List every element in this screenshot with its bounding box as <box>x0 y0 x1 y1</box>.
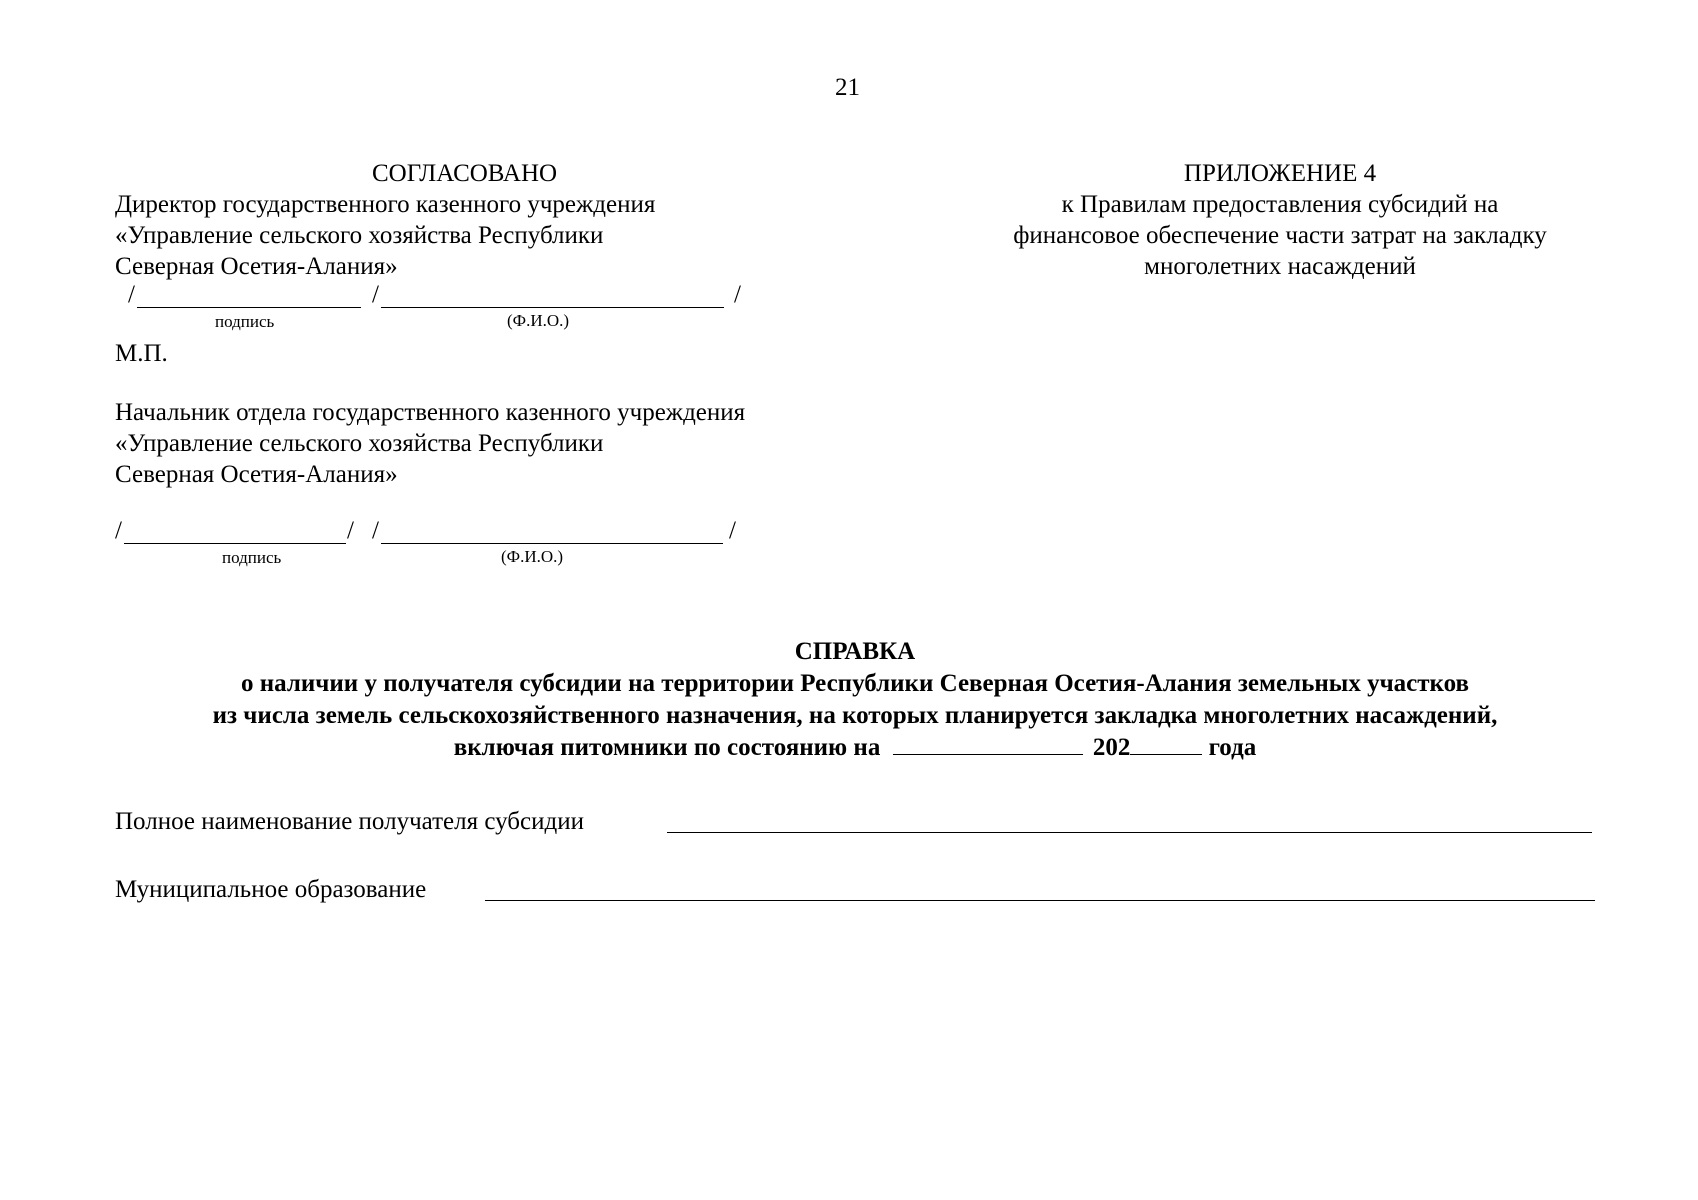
head-line-1: Начальник отдела государственного казенного учреждения <box>115 399 746 426</box>
certificate-block <box>0 636 1698 764</box>
name-caption: (Ф.И.О.) <box>501 547 564 566</box>
municipality-field[interactable] <box>485 900 1595 901</box>
appendix-line-3: многолетних насаждений <box>1144 253 1416 280</box>
slash: / <box>372 517 379 544</box>
certificate-line-3-prefix: включая питомники по состоянию на <box>453 734 881 761</box>
appendix-heading: ПРИЛОЖЕНИЕ 4 <box>1183 160 1377 187</box>
head-signature-line[interactable] <box>124 543 346 544</box>
recipient-label: Полное наименование получателя субсидии <box>115 808 584 835</box>
appendix-line-1: к Правилам предоставления субсидий на <box>1061 191 1499 218</box>
certificate-line-3 <box>0 732 1698 764</box>
certificate-title: СПРАВКА <box>794 638 916 665</box>
appendix-line-2: финансовое обеспечение части затрат на закладку <box>1013 222 1547 249</box>
certificate-line-1: о наличии у получателя субсидии на территории Республики Северная Осетия-Алания земельных участков <box>240 670 1469 697</box>
director-name-line[interactable] <box>381 307 724 308</box>
slash: / <box>372 281 379 308</box>
year-prefix: 202 <box>1092 734 1131 761</box>
signature-caption: подпись <box>215 312 275 331</box>
certificate-line-3-suffix: года <box>1208 734 1257 761</box>
appendix-block <box>940 158 1620 282</box>
head-name-line[interactable] <box>381 543 723 544</box>
slash: / <box>128 281 135 308</box>
slash: / <box>729 517 736 544</box>
date-blank[interactable] <box>893 732 1083 755</box>
slash: / <box>734 281 741 308</box>
municipality-label: Муниципальное образование <box>115 876 427 903</box>
stamp-label: М.П. <box>115 340 168 367</box>
page-number: 21 <box>835 74 860 101</box>
slash: / <box>115 517 122 544</box>
certificate-line-2: из числа земель сельскохозяйственного назначения, на которых планируется закладка многолетних насаждений, <box>212 702 1498 729</box>
recipient-field[interactable] <box>667 832 1592 833</box>
director-signature-line[interactable] <box>137 307 361 308</box>
head-line-2: «Управление сельского хозяйства Республики <box>115 430 604 457</box>
head-line-3: Северная Осетия-Алания» <box>115 461 398 488</box>
signature-caption: подпись <box>222 548 282 567</box>
director-line-2: «Управление сельского хозяйства Республики <box>115 222 604 249</box>
year-blank[interactable] <box>1130 732 1202 755</box>
approval-heading: СОГЛАСОВАНО <box>372 160 558 187</box>
director-line-1: Директор государственного казенного учреждения <box>115 191 656 218</box>
name-caption: (Ф.И.О.) <box>507 311 570 330</box>
director-line-3: Северная Осетия-Алания» <box>115 253 398 280</box>
slash: / <box>347 517 354 544</box>
